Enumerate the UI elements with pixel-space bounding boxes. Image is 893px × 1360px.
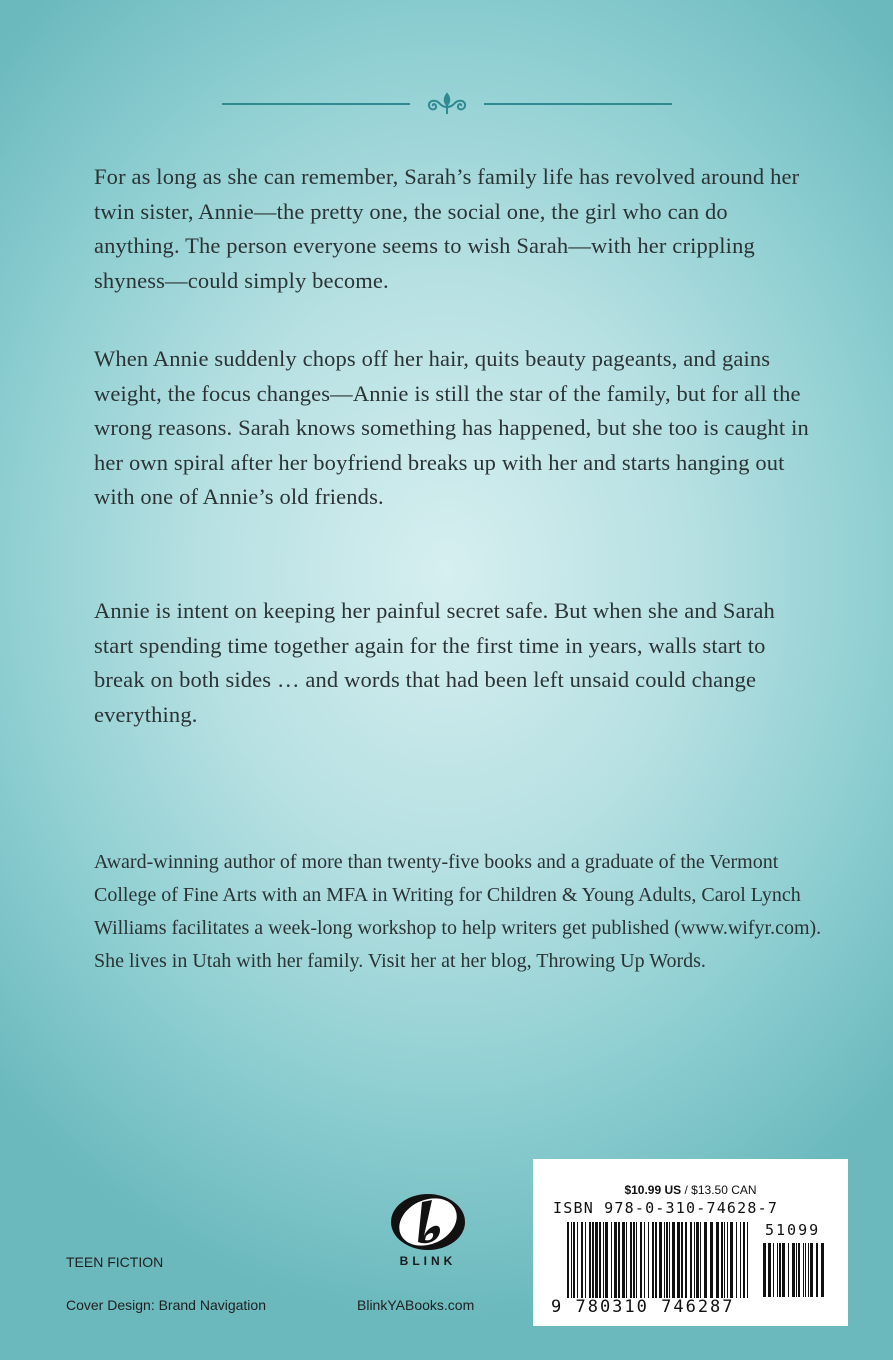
barcode-bar [669, 1222, 670, 1298]
barcode-bar [810, 1243, 813, 1297]
barcode-bar [747, 1222, 748, 1298]
publisher-website: BlinkYABooks.com [357, 1297, 475, 1313]
barcode-bar [816, 1243, 818, 1297]
barcode-bar [659, 1222, 662, 1298]
barcode-bar [724, 1222, 725, 1298]
barcode-bar [595, 1222, 598, 1298]
barcode-bar [605, 1222, 608, 1298]
barcode-bar [788, 1243, 789, 1297]
ornament-line-right [484, 103, 672, 105]
genre-label: TEEN FICTION [66, 1254, 164, 1270]
barcode-bar [696, 1222, 699, 1298]
barcode-bar [730, 1222, 733, 1298]
barcode-bar [630, 1222, 632, 1298]
addon-number: 51099 [765, 1221, 821, 1239]
ornament-line-left [222, 103, 410, 105]
barcode-bar [779, 1243, 781, 1297]
barcode-bar [636, 1222, 637, 1298]
barcode-bar [672, 1222, 675, 1298]
barcode-bar [773, 1243, 774, 1297]
cover-design-credit: Cover Design: Brand Navigation [66, 1297, 266, 1313]
barcode-bar [577, 1222, 578, 1298]
ean-number: 9 780310 746287 [551, 1297, 735, 1317]
barcode-bar [664, 1222, 665, 1298]
barcode-bar [571, 1222, 572, 1298]
price-line [533, 1183, 848, 1197]
barcode-bar [633, 1222, 635, 1298]
barcode-bar [644, 1222, 645, 1298]
barcode-bar [640, 1222, 642, 1298]
barcode-bar [690, 1222, 692, 1298]
barcode-bar [710, 1222, 713, 1298]
barcode-bar [652, 1222, 654, 1298]
description-paragraph-1: For as long as she can remember, Sarah’s family life has revolved around her twin sister, Annie—the pretty one, the social one, the girl who can do anything. The person everyone seems to wish Sarah—with her crippling shyness—could simply become. [94, 164, 800, 293]
barcode-panel [533, 1159, 848, 1326]
barcode-bar [585, 1222, 586, 1298]
barcode-bar [666, 1222, 668, 1298]
description-paragraph-2: When Annie suddenly chops off her hair, quits beauty pageants, and gains weight, the focus changes—Annie is still the star of the family, but for all the wrong reasons. Sarah knows something has happened, but she too is caught in her own spiral after her boyfriend breaks up with her and starts hanging out with one of Annie’s old friends. [94, 346, 809, 509]
barcode-bar [700, 1222, 701, 1298]
isbn-text: ISBN 978-0-310-74628-7 [553, 1199, 779, 1217]
addon-barcode [763, 1243, 825, 1304]
barcode-bar [808, 1243, 809, 1297]
barcode-bar [796, 1243, 797, 1297]
barcode-bar [803, 1243, 804, 1297]
price-can: $13.50 CAN [691, 1183, 757, 1197]
barcode-bar [648, 1222, 649, 1298]
barcode-bar [618, 1222, 620, 1298]
logo-wordmark: BLINK [399, 1254, 457, 1268]
barcode-bar [768, 1243, 771, 1297]
barcode-bar [589, 1222, 591, 1298]
barcode-bar [792, 1243, 795, 1297]
ean-barcode [567, 1222, 753, 1304]
barcode-bar [798, 1243, 800, 1297]
barcode-bar [777, 1243, 778, 1297]
barcode-bar [681, 1222, 683, 1298]
barcode-bar [743, 1222, 745, 1298]
barcode-bar [567, 1222, 569, 1298]
description-paragraph-3: Annie is intent on keeping her painful secret safe. But when she and Sarah start spending time together again for the first time in years, walls start to break on both sides … and words that had been left unsaid could change everything. [94, 598, 775, 727]
barcode-bar [611, 1222, 612, 1298]
barcode-bar [805, 1243, 806, 1297]
barcode-bar [736, 1222, 737, 1298]
barcode-bar [622, 1222, 625, 1298]
barcode-bar [677, 1222, 680, 1298]
barcode-bar [685, 1222, 687, 1298]
blink-logo-icon [388, 1192, 468, 1254]
flourish-icon [418, 90, 476, 118]
barcode-bar [603, 1222, 604, 1298]
publisher-logo [388, 1192, 468, 1274]
barcode-bar [763, 1243, 766, 1297]
barcode-bar [821, 1243, 824, 1297]
price-separator: / [681, 1183, 692, 1197]
barcode-bar [694, 1222, 695, 1298]
barcode-bar [614, 1222, 617, 1298]
decorative-ornament [222, 90, 672, 118]
barcode-bar [721, 1222, 723, 1298]
barcode-bar [573, 1222, 575, 1298]
barcode-bar [782, 1243, 785, 1297]
barcode-bar [599, 1222, 601, 1298]
barcode-bar [740, 1222, 741, 1298]
barcode-bar [727, 1222, 728, 1298]
barcode-bar [704, 1222, 707, 1298]
barcode-bar [716, 1222, 719, 1298]
barcode-bar [581, 1222, 583, 1298]
barcode-bar [592, 1222, 594, 1298]
barcode-bar [626, 1222, 627, 1298]
barcode-bar [655, 1222, 657, 1298]
author-bio: Award-winning author of more than twenty-five books and a graduate of the Vermont College of Fine Arts with an MFA in Writing for Children & Young Adults, Carol Lynch Williams facilitates a week-long workshop to help writers get published (www.wifyr.com). She lives in Utah with her family. Visit her at her blog, Throwing Up Words. [94, 851, 822, 972]
price-us: $10.99 US [624, 1183, 682, 1197]
